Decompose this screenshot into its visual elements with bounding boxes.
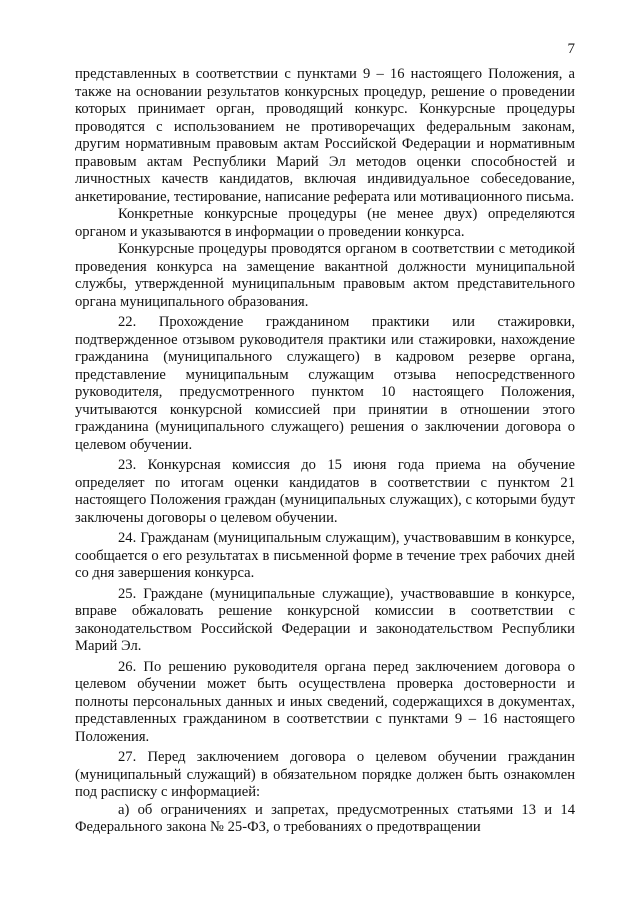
clause-22: 22. Прохождение гражданином практики или стажировки, подтвержденное отзывом руководителя практики или стажировки, нахождение гражданина (муниципального служащего) в кадровом резерве органа, представление муниципальным служащим отзыва непосредственного руководителя, предусмотренного пунктом 10 настоящего Положения, учитываются конкурсной комиссией при принятии в отношении этого гражданина (муниципального служащего) решения о заключении договора о целевом обучении. bbox=[75, 314, 575, 453]
paragraph-competition-procedures: Конкретные конкурсные процедуры (не менее двух) определяются органом и указываются в информации о проведении конкурса. bbox=[75, 206, 575, 240]
paragraph-procedures-methodology: Конкурсные процедуры проводятся органом в соответствии с методикой проведения конкурса на замещение вакантной должности муниципальной службы, утвержденной муниципальным правовым актом представительного органа муниципального образования. bbox=[75, 241, 575, 310]
clause-24: 24. Гражданам (муниципальным служащим), участвовавшим в конкурсе, сообщается о его результатах в письменной форме в течение трех рабочих дней со дня завершения конкурса. bbox=[75, 530, 575, 581]
clause-25: 25. Граждане (муниципальные служащие), участвовавшие в конкурсе, вправе обжаловать решение конкурсной комиссии в соответствии с законодательством Российской Федерации и законодательством Республики Марий Эл. bbox=[75, 585, 575, 654]
clause-27-item-a: а) об ограничениях и запретах, предусмотренных статьями 13 и 14 Федерального закона № 25-ФЗ, о требованиях о предотвращении bbox=[75, 801, 575, 835]
page-number: 7 bbox=[567, 41, 575, 57]
clause-23: 23. Конкурсная комиссия до 15 июня года приема на обучение определяет по итогам оценки кандидатов в соответствии с пунктом 21 настоящего Положения граждан (муниципальных служащих), с которыми будут заключены договоры о целевом обучении. bbox=[75, 457, 575, 526]
clause-26: 26. По решению руководителя органа перед заключением договора о целевом обучении может быть осуществлена проверка достоверности и полноты персональных данных и иных сведений, содержащихся в документах, представленных гражданином в соответствии с пунктами 9 – 16 настоящего Положения. bbox=[75, 658, 575, 745]
paragraph-continuation: представленных в соответствии с пунктами 9 – 16 настоящего Положения, а также на основании результатов конкурсных процедур, решение о проведении которых принимает орган, проводящий конкурс. Конкурсные процедуры проводятся с использованием не противоречащих федеральным законам, другим нормативным правовым актам Российской Федерации и нормативным правовым актам Республики Марий Эл методов оценки способностей и личностных качеств кандидатов, включая индивидуальное собеседование, анкетирование, тестирование, написание реферата или мотивационного письма. bbox=[75, 66, 575, 205]
clause-27: 27. Перед заключением договора о целевом обучении гражданин (муниципальный служащий) в обязательном порядке должен быть ознакомлен под расписку с информацией: bbox=[75, 749, 575, 800]
document-body bbox=[75, 66, 575, 837]
